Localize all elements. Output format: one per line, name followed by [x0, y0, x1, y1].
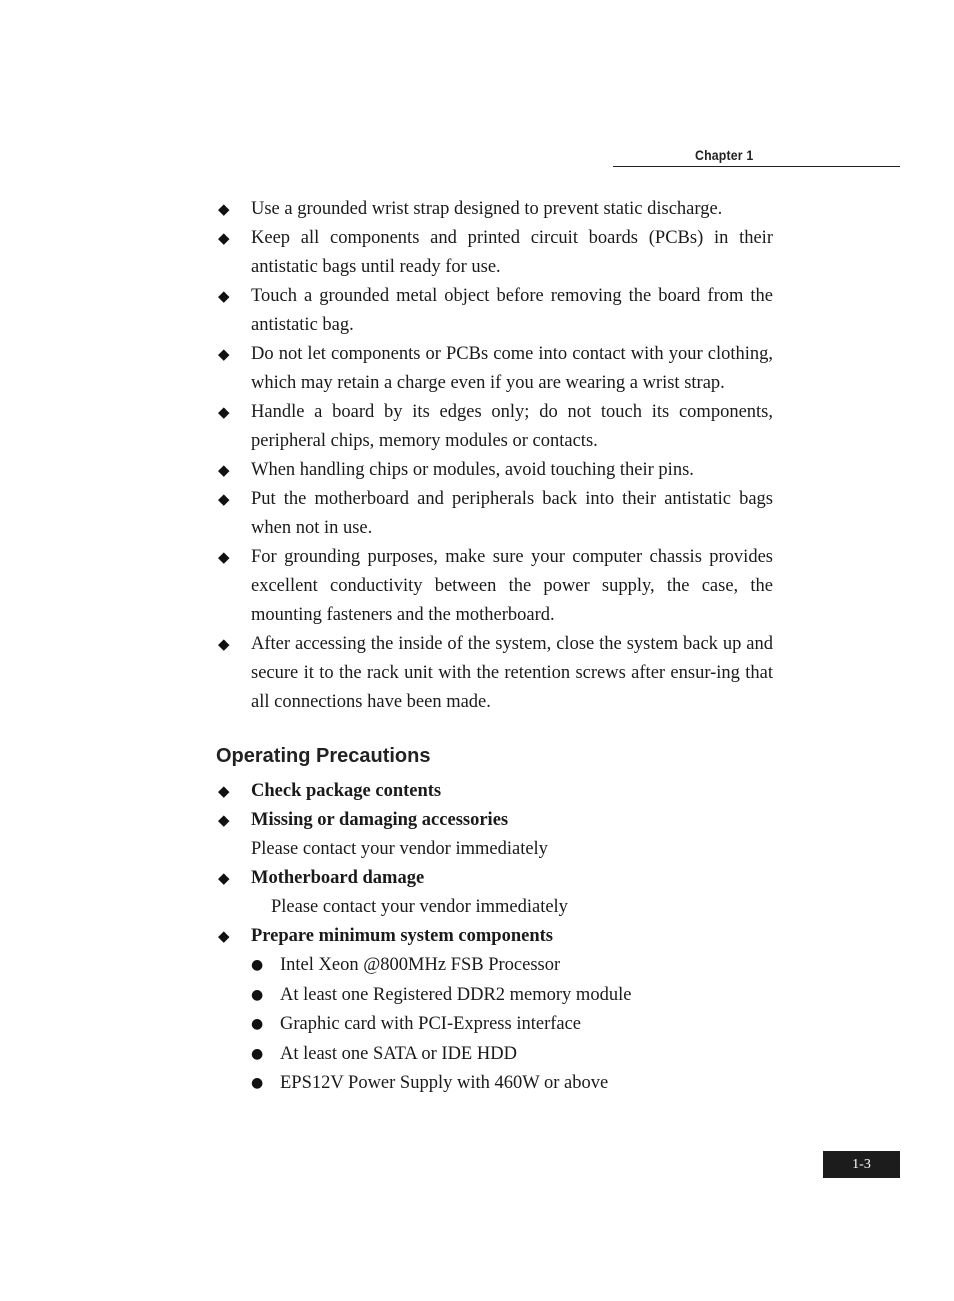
- section-title: Operating Precautions: [216, 745, 431, 767]
- diamond-bullet-icon: ◆: [218, 548, 230, 566]
- list-item: ◆ When handling chips or modules, avoid touching their pins.: [216, 456, 773, 485]
- diamond-bullet-icon: ◆: [218, 490, 230, 508]
- diamond-bullet-icon: ◆: [218, 229, 230, 247]
- list-item: [216, 922, 773, 951]
- list-item: ● At least one SATA or IDE HDD: [216, 1040, 773, 1070]
- dot-bullet-icon: ●: [251, 986, 264, 1003]
- list-item: ◆ Do not let components or PCBs come into contact with your clothing, which may retain a charge even if you are wearing a wrist strap.: [216, 340, 773, 398]
- diamond-bullet-icon: ◆: [218, 869, 230, 887]
- dot-bullet-icon: ●: [251, 1045, 264, 1062]
- diamond-bullet-icon: ◆: [218, 287, 230, 305]
- dot-bullet-icon: ●: [251, 1075, 264, 1092]
- page-number-badge: [823, 1151, 900, 1178]
- list-item: ● At least one Registered DDR2 memory module: [216, 981, 773, 1011]
- item-label: Check package contents: [251, 781, 442, 801]
- diamond-bullet-icon: ◆: [218, 811, 230, 829]
- page-content: [216, 195, 773, 1099]
- chapter-header: [613, 147, 900, 167]
- diamond-bullet-icon: ◆: [218, 635, 230, 653]
- item-label: Motherboard damage: [251, 868, 425, 888]
- page-number: 1-3: [852, 1156, 871, 1172]
- item-label: Prepare minimum system components: [251, 926, 553, 946]
- list-item: ◆ For grounding purposes, make sure your computer chassis provides excellent conductivity between the power supply, the case, the mounting fasteners and the motherboard.: [216, 543, 773, 630]
- list-item: ◆ After accessing the inside of the system, close the system back up and secure it to the rack unit with the retention screws after ensur-ing that all connections have been made.: [216, 630, 773, 717]
- diamond-bullet-icon: ◆: [218, 461, 230, 479]
- chapter-label: Chapter 1: [695, 147, 754, 163]
- list-item: [216, 864, 773, 922]
- diamond-bullet-icon: ◆: [218, 345, 230, 363]
- dot-bullet-icon: ●: [251, 1016, 264, 1033]
- diamond-bullet-icon: ◆: [218, 782, 230, 800]
- item-note: Please contact your vendor immediately: [271, 897, 568, 917]
- list-item: ● Intel Xeon @800MHz FSB Processor: [216, 951, 773, 981]
- list-item: ◆ Touch a grounded metal object before removing the board from the antistatic bag.: [216, 282, 773, 340]
- precautions-list: [216, 195, 773, 717]
- list-item: [216, 806, 773, 864]
- operating-list: [216, 777, 773, 951]
- item-label: Missing or damaging accessories: [251, 810, 509, 830]
- diamond-bullet-icon: ◆: [218, 927, 230, 945]
- components-list: [216, 951, 773, 1099]
- list-item: ◆ Handle a board by its edges only; do not touch its components, peripheral chips, memory modules or contacts.: [216, 398, 773, 456]
- list-item: [216, 777, 773, 806]
- diamond-bullet-icon: ◆: [218, 403, 230, 421]
- item-note: Please contact your vendor immediately: [251, 839, 548, 859]
- list-item: ◆ Use a grounded wrist strap designed to prevent static discharge.: [216, 195, 773, 224]
- list-item: ● EPS12V Power Supply with 460W or above: [216, 1069, 773, 1099]
- dot-bullet-icon: ●: [251, 957, 264, 973]
- list-item: ● Graphic card with PCI-Express interface: [216, 1010, 773, 1040]
- diamond-bullet-icon: ◆: [218, 200, 230, 218]
- list-item: ◆ Put the motherboard and peripherals back into their antistatic bags when not in use.: [216, 485, 773, 543]
- list-item: ◆ Keep all components and printed circuit boards (PCBs) in their antistatic bags until ready for use.: [216, 224, 773, 282]
